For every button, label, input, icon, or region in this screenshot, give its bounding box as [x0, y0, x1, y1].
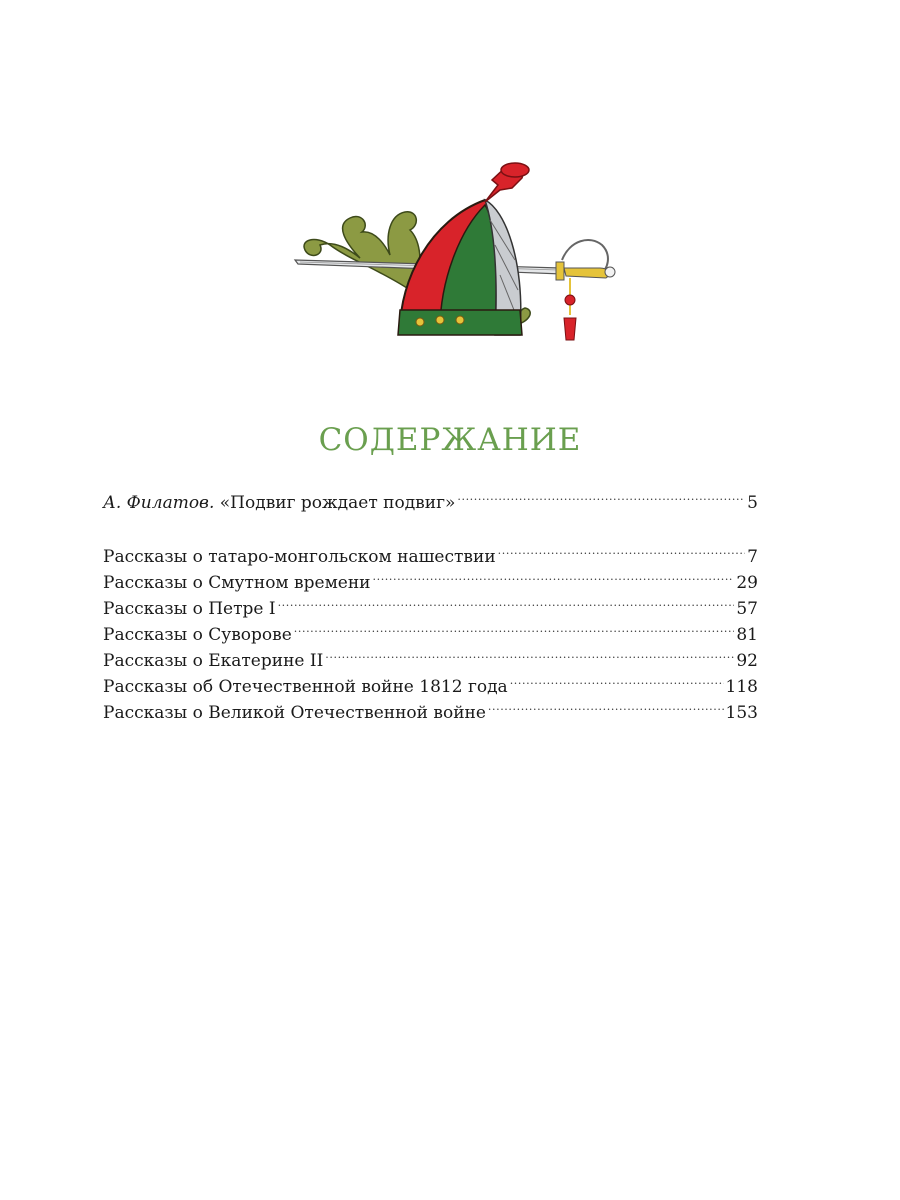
toc-leader-dots [373, 562, 735, 588]
toc-page-number: 118 [725, 677, 758, 697]
toc-page-number: 153 [725, 703, 758, 723]
toc-page-number: 7 [747, 547, 758, 567]
toc-entry-label: Рассказы о Великой Отечественной войне [103, 703, 486, 723]
toc-page-number: 57 [736, 599, 758, 619]
toc-entry-intro[interactable] [103, 482, 758, 513]
toc-leader-dots [498, 536, 746, 562]
toc-entry-author: А. Филатов. [103, 493, 215, 513]
toc-leader-dots [278, 588, 735, 614]
toc-entry-title: «Подвиг рождает подвиг» [219, 493, 456, 513]
toc-entry-label: Рассказы о Екатерине II [103, 651, 324, 671]
toc-entry-label [103, 490, 455, 516]
toc-leader-dots [488, 692, 724, 718]
toc-page-number: 81 [736, 625, 758, 645]
toc-leader-dots [510, 666, 724, 692]
toc-entry-label: Рассказы о Смутном времени [103, 573, 371, 593]
toc-entry[interactable] [103, 536, 758, 567]
toc-page-number: 29 [736, 573, 758, 593]
toc-page-number: 5 [747, 493, 758, 513]
toc-entry-label: Рассказы о Петре I [103, 599, 276, 619]
toc-entry-label: Рассказы об Отечественной войне 1812 года [103, 677, 508, 697]
toc-leader-dots [325, 640, 734, 666]
toc-entry-label: Рассказы о татаро-монгольском нашествии [103, 547, 496, 567]
hussar-cap-and-sabre-icon [290, 150, 620, 350]
table-of-contents [103, 482, 758, 723]
toc-leader-dots [294, 614, 735, 640]
toc-leader-dots [457, 482, 745, 508]
toc-page-number: 92 [736, 651, 758, 671]
toc-entry-label: Рассказы о Суворове [103, 625, 292, 645]
page-title: СОДЕРЖАНИЕ [318, 422, 582, 458]
